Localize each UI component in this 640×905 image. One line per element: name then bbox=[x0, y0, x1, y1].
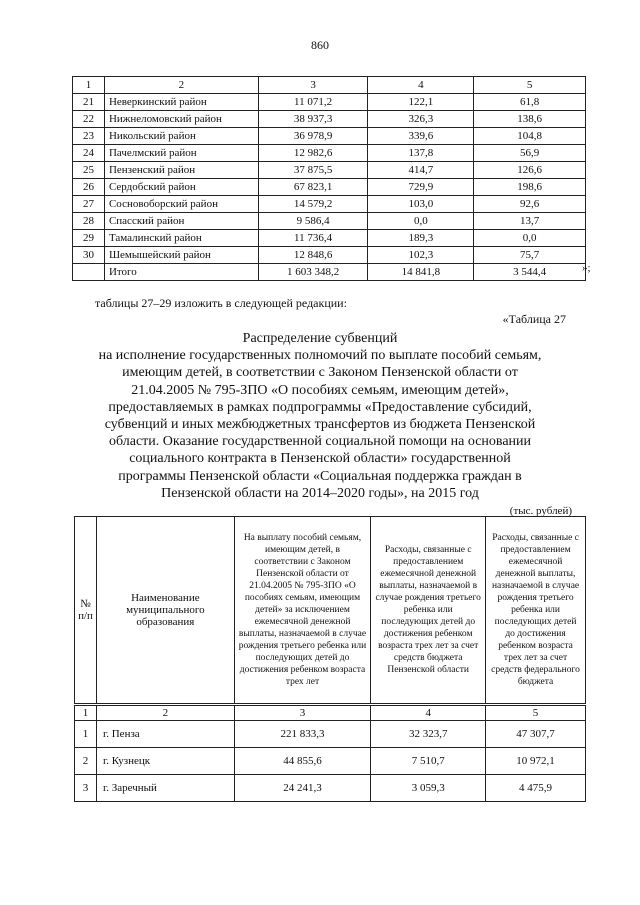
title-line: области. Оказание государственной социальной помощи на основании bbox=[108, 434, 532, 450]
cell: 27 bbox=[73, 196, 105, 213]
cell: г. Кузнецк bbox=[96, 748, 234, 775]
cell: Сердобский район bbox=[104, 179, 258, 196]
cell: 3 544,4 bbox=[474, 264, 586, 281]
closing-quote: »; bbox=[582, 262, 591, 274]
cell: Никольский район bbox=[104, 128, 258, 145]
cell: 30 bbox=[73, 247, 105, 264]
table-row bbox=[75, 748, 586, 775]
table-row bbox=[73, 213, 586, 230]
col-header: 2 bbox=[104, 77, 258, 94]
table-row bbox=[73, 162, 586, 179]
table-row bbox=[73, 247, 586, 264]
cell: 13,7 bbox=[474, 213, 586, 230]
cell: 138,6 bbox=[474, 111, 586, 128]
table-row bbox=[73, 145, 586, 162]
cell: 189,3 bbox=[368, 230, 474, 247]
cell: 10 972,1 bbox=[486, 748, 586, 775]
cell: 1 bbox=[75, 721, 97, 748]
title-line: 21.04.2005 № 795-ЗПО «О пособиях семьям, имеющим детей», bbox=[131, 382, 509, 398]
title-line: имеющим детей, в соответствии с Законом Пензенской области от bbox=[122, 365, 518, 381]
title-line: предоставляемых в рамках подпрограммы «Предоставление субсидий, bbox=[108, 399, 532, 415]
cell: 92,6 bbox=[474, 196, 586, 213]
table-row bbox=[73, 196, 586, 213]
cell: 56,9 bbox=[474, 145, 586, 162]
cell: 38 937,3 bbox=[258, 111, 368, 128]
cell: 24 241,3 bbox=[234, 775, 371, 802]
col-header: 5 bbox=[474, 77, 586, 94]
cell: Сосновоборский район bbox=[104, 196, 258, 213]
cell: 12 982,6 bbox=[258, 145, 368, 162]
col-number: 5 bbox=[486, 705, 586, 721]
cell: 103,0 bbox=[368, 196, 474, 213]
subvention-table bbox=[74, 516, 586, 802]
cell: Неверкинский район bbox=[104, 94, 258, 111]
cell: 61,8 bbox=[474, 94, 586, 111]
cell: 104,8 bbox=[474, 128, 586, 145]
table-row bbox=[75, 775, 586, 802]
col-header-3: На выплату пособий семьям, имеющим детей, в соответствии с Законом Пензенской области от 21.04.2005 № 795-ЗПО «О пособиях семьям, имеющим детей» за исключением ежемесячной денежной выплаты, назначаемой в случае рождения третьего ребенка или последующих детей до достижения ребенком возраста трех лет bbox=[234, 517, 371, 705]
cell: 21 bbox=[73, 94, 105, 111]
cell: 3 059,3 bbox=[371, 775, 486, 802]
cell: 3 bbox=[75, 775, 97, 802]
cell: 122,1 bbox=[368, 94, 474, 111]
cell: 198,6 bbox=[474, 179, 586, 196]
cell: Итого bbox=[104, 264, 258, 281]
col-header: 4 bbox=[368, 77, 474, 94]
cell: 12 848,6 bbox=[258, 247, 368, 264]
cell: 23 bbox=[73, 128, 105, 145]
cell: 221 833,3 bbox=[234, 721, 371, 748]
cell: 11 071,2 bbox=[258, 94, 368, 111]
table-header-row bbox=[73, 77, 586, 94]
cell: 11 736,4 bbox=[258, 230, 368, 247]
cell: Спасский район bbox=[104, 213, 258, 230]
cell: 25 bbox=[73, 162, 105, 179]
table-header-row bbox=[75, 517, 586, 705]
cell: 339,6 bbox=[368, 128, 474, 145]
page-number: 860 bbox=[311, 38, 329, 52]
table-label: «Таблица 27 bbox=[502, 312, 566, 326]
cell: 14 841,8 bbox=[368, 264, 474, 281]
cell: 75,7 bbox=[474, 247, 586, 264]
cell: г. Заречный bbox=[96, 775, 234, 802]
cell: 4 475,9 bbox=[486, 775, 586, 802]
table-row bbox=[73, 230, 586, 247]
table-title bbox=[70, 330, 570, 502]
col-header-5: Расходы, связанные с предоставлением ежемесячной денежной выплаты, назначаемой в случае рождения третьего ребенка или последующих детей до достижения ребенком возраста трех лет за счет средств федерального бюджета bbox=[486, 517, 586, 705]
cell: 14 579,2 bbox=[258, 196, 368, 213]
cell: 22 bbox=[73, 111, 105, 128]
cell: 67 823,1 bbox=[258, 179, 368, 196]
units-label: (тыс. рублей) bbox=[509, 505, 572, 517]
cell: 29 bbox=[73, 230, 105, 247]
col-header: 1 bbox=[73, 77, 105, 94]
cell: 414,7 bbox=[368, 162, 474, 179]
cell: 0,0 bbox=[368, 213, 474, 230]
title-line: Распределение субвенций bbox=[242, 331, 398, 346]
cell: 47 307,7 bbox=[486, 721, 586, 748]
table-row bbox=[73, 179, 586, 196]
column-number-row bbox=[75, 705, 586, 721]
col-header: 3 bbox=[258, 77, 368, 94]
col-header-4: Расходы, связанные с предоставлением ежемесячной денежной выплаты, назначаемой в случае рождения третьего ребенка или последующих детей до достижения ребенком возраста трех лет за счет средств бюджета Пензенской области bbox=[371, 517, 486, 705]
cell: 28 bbox=[73, 213, 105, 230]
table-row bbox=[73, 94, 586, 111]
cell: 24 bbox=[73, 145, 105, 162]
col-number: 1 bbox=[75, 705, 97, 721]
table-row bbox=[73, 128, 586, 145]
cell: 32 323,7 bbox=[371, 721, 486, 748]
cell: 1 603 348,2 bbox=[258, 264, 368, 281]
col-header-no: № п/п bbox=[75, 517, 97, 705]
total-row bbox=[73, 264, 586, 281]
cell: 102,3 bbox=[368, 247, 474, 264]
cell bbox=[73, 264, 105, 281]
cell: 729,9 bbox=[368, 179, 474, 196]
cell: 137,8 bbox=[368, 145, 474, 162]
cell: 7 510,7 bbox=[371, 748, 486, 775]
col-header-name: Наименование муниципального образования bbox=[96, 517, 234, 705]
title-line: социального контракта в Пензенской области» государственной bbox=[129, 451, 511, 467]
cell: Нижнеломовский район bbox=[104, 111, 258, 128]
cell: 0,0 bbox=[474, 230, 586, 247]
cell: 126,6 bbox=[474, 162, 586, 179]
col-number: 3 bbox=[234, 705, 371, 721]
cell: Пензенский район bbox=[104, 162, 258, 179]
district-table bbox=[72, 76, 586, 281]
instruction-text: таблицы 27–29 изложить в следующей редакции: bbox=[95, 296, 347, 310]
cell: 9 586,4 bbox=[258, 213, 368, 230]
title-line: Пензенской области на 2014–2020 годы», на 2015 год bbox=[161, 485, 479, 501]
cell: Тамалинский район bbox=[104, 230, 258, 247]
cell: 37 875,5 bbox=[258, 162, 368, 179]
cell: 44 855,6 bbox=[234, 748, 371, 775]
cell: г. Пенза bbox=[96, 721, 234, 748]
title-line: программы Пензенской области «Социальная поддержка граждан в bbox=[118, 468, 522, 484]
cell: 326,3 bbox=[368, 111, 474, 128]
table-row bbox=[73, 111, 586, 128]
cell: 36 978,9 bbox=[258, 128, 368, 145]
cell: Пачелмский район bbox=[104, 145, 258, 162]
cell: Шемышейский район bbox=[104, 247, 258, 264]
table-row bbox=[75, 721, 586, 748]
title-line: субвенций и иных межбюджетных трансфертов из бюджета Пензенской bbox=[104, 417, 536, 433]
col-number: 4 bbox=[371, 705, 486, 721]
cell: 26 bbox=[73, 179, 105, 196]
cell: 2 bbox=[75, 748, 97, 775]
col-number: 2 bbox=[96, 705, 234, 721]
title-line: на исполнение государственных полномочий по выплате пособий семьям, bbox=[98, 348, 542, 364]
